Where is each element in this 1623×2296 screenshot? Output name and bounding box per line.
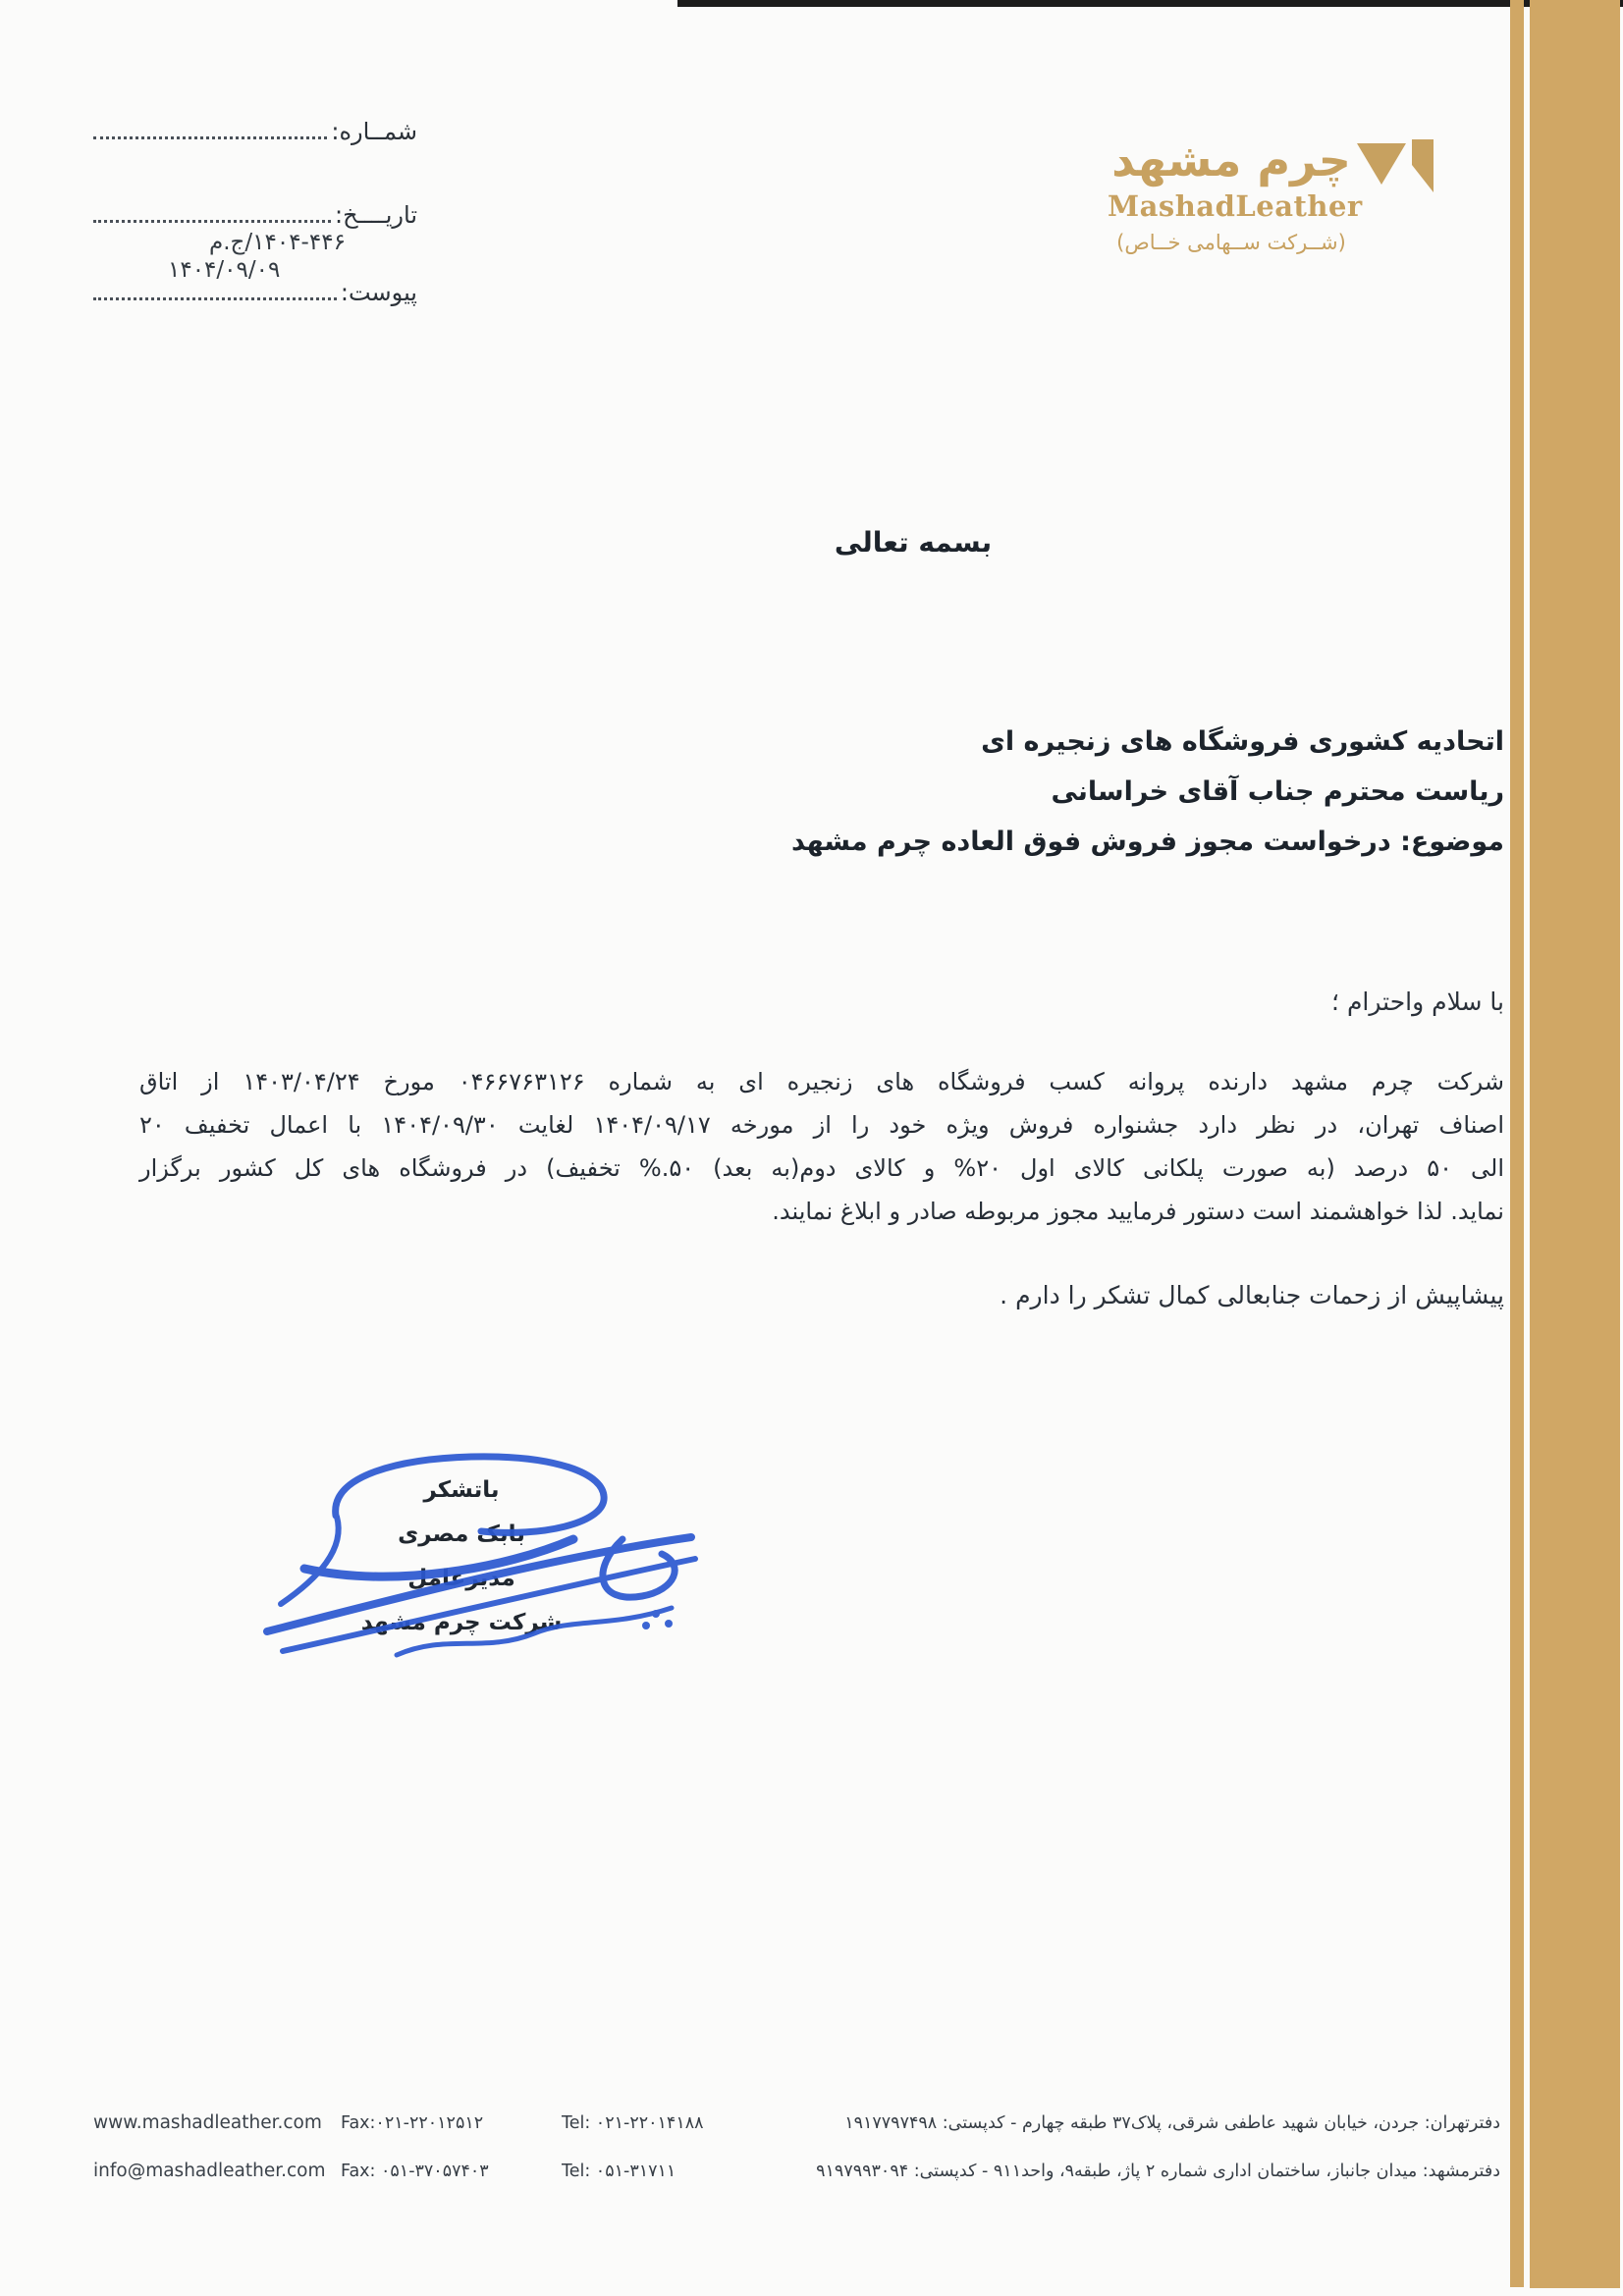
fax-number-tehran: Fax:۰۲۱-۲۲۰۱۲۵۱۲ xyxy=(341,2113,484,2133)
dotted-line xyxy=(93,219,331,223)
date-label: تاریــــخ: xyxy=(335,201,417,229)
field-row-number xyxy=(93,118,417,145)
logo-subtitle: (شــرکت ســهامی خــاص) xyxy=(1116,231,1346,255)
office-address-mashhad: دفترمشهد: میدان جانباز، ساختمان اداری شماره ۲ پاژ، طبقه۹، واحد۹۱۱ - کدپستی: ۹۱۹۷۹۹۳۰۹۴ xyxy=(816,2162,1500,2181)
body-line: نماید. لذا خواهشمند است دستور فرمایید مجوز مربوطه صادر و ابلاغ نمایند. xyxy=(772,1198,1504,1225)
body-paragraph xyxy=(139,1060,1504,1233)
field-row-date xyxy=(93,201,417,229)
closing-line: پیشاپیش از زحمات جنابعالی کمال تشکر را دارم . xyxy=(1000,1281,1504,1309)
signatory-name: بابک مصری xyxy=(398,1522,525,1547)
phone-number-tehran: Tel: ۰۲۱-۲۲۰۱۴۱۸۸ xyxy=(562,2113,704,2133)
date-value: م.ج/۱۴۰۴-۴۴۶ xyxy=(209,230,346,255)
gold-stripe-wide xyxy=(1530,0,1620,2288)
dotted-line xyxy=(93,135,327,139)
footer-row-tehran xyxy=(93,2112,1500,2133)
recipient-line: اتحادیه کشوری فروشگاه های زنجیره ای xyxy=(981,726,1504,757)
signature-block xyxy=(304,1468,619,1645)
gold-stripe-thin xyxy=(1510,0,1524,2287)
recipient-block xyxy=(791,717,1504,867)
body-line: اصناف تهران، در نظر دارد جشنواره فروش ویژه خود را از مورخه ۱۴۰۴/۰۹/۱۷ لغایت ۱۴۰۴/۰۹/۳۰ با اعمال تخفیف ۲۰ xyxy=(139,1111,1504,1139)
number-label: شمــاره: xyxy=(331,118,417,145)
signature-thanks: باتشکر xyxy=(423,1477,500,1503)
attachment-value: ۱۴۰۴/۰۹/۰۹ xyxy=(168,257,281,283)
attachment-label: پیوست: xyxy=(340,279,417,306)
greeting: با سلام واحترام ؛ xyxy=(1331,988,1504,1016)
logo-brand-english: MashadLeather xyxy=(1108,189,1363,224)
scan-edge-artifact xyxy=(677,0,1623,7)
logo-mark-icon xyxy=(1357,139,1434,200)
footer-row-mashhad xyxy=(93,2161,1500,2181)
email-link: info@mashadleather.com xyxy=(93,2161,326,2181)
company-logo xyxy=(1108,133,1434,254)
fax-number-mashhad: Fax: ۰۵۱-۳۷۰۵۷۴۰۳ xyxy=(341,2162,489,2181)
signatory-title: مدیرعامل xyxy=(407,1566,515,1591)
logo-brand-farsi: چرم مشهد xyxy=(1111,133,1351,187)
phone-number-mashhad: Tel: ۰۵۱-۳۱۷۱۱ xyxy=(562,2162,676,2181)
recipient-line: ریاست محترم جناب آقای خراسانی xyxy=(1051,776,1504,807)
subject-line: موضوع: درخواست مجوز فروش فوق العاده چرم مشهد xyxy=(790,827,1504,857)
dotted-line xyxy=(93,296,337,300)
office-address-tehran: دفترتهران: جردن، خیابان شهید عاطفی شرقی، پلاک۳۷ طبقه چهارم - کدپستی: ۱۹۱۷۷۹۷۴۹۸ xyxy=(844,2113,1500,2133)
website-link: www.mashadleather.com xyxy=(93,2112,322,2133)
field-row-attachment xyxy=(93,279,417,306)
signatory-company: شرکت چرم مشهد xyxy=(360,1610,563,1635)
basmala: بسمه تعالی xyxy=(834,526,993,559)
body-line: الی ۵۰ درصد (به صورت پلکانی کالای اول ۲۰% و کالای دوم(به بعد) ۵۰.% تخفیف) در فروشگاه های کل کشور برگزار xyxy=(139,1154,1504,1182)
body-line: شرکت چرم مشهد دارنده پروانه کسب فروشگاه های زنجیره ای به شماره ۰۴۶۶۷۶۳۱۲۶ مورخ ۱۴۰۳/۰۴/۲۴ از اتاق xyxy=(139,1068,1504,1095)
